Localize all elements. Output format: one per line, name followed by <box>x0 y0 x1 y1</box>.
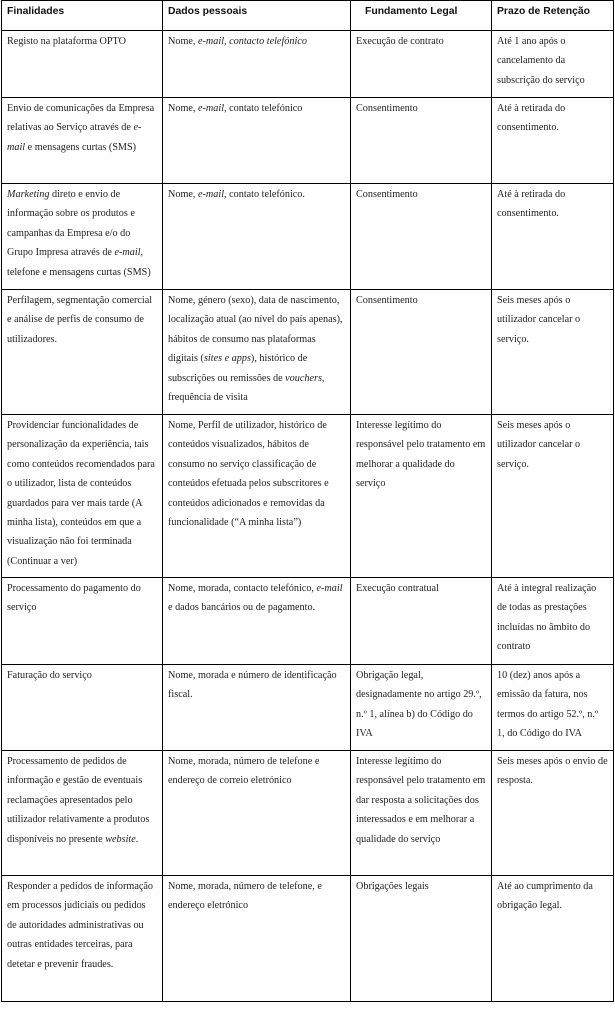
table-row <box>2 415 614 578</box>
cell-dados: Nome, Perfil de utilizador, histórico de conteúdos visualizados, hábitos de consumo no serviço classificação de conteúdos efetuada pelos subscritores e conteúdos adicionados e removidas da funcionalidade (“A minha lista”) <box>163 415 351 578</box>
cell-finalidade: Responder a pedidos de informação em processos judiciais ou pedidos de autoridades administrativas ou outras entidades terceiras, para detetar e prevenir fraudes. <box>2 876 163 1002</box>
cell-finalidade: Processamento de pedidos de informação e gestão de eventuais reclamações apresentados pelo utilizador relativamente a produtos disponíveis no presente website. <box>2 751 163 876</box>
cell-prazo: Seis meses após o utilizador cancelar o serviço. <box>492 415 614 578</box>
cell-dados: Nome, morada, contacto telefónico, e-mail e dados bancários ou de pagamento. <box>163 578 351 665</box>
table-row <box>2 98 614 184</box>
cell-prazo: Até à retirada do consentimento. <box>492 98 614 184</box>
cell-fundamento: Execução de contrato <box>351 31 492 98</box>
cell-prazo: Até ao cumprimento da obrigação legal. <box>492 876 614 1002</box>
cell-prazo: Até à integral realização de todas as prestações incluídas no âmbito do contrato <box>492 578 614 665</box>
table-row <box>2 184 614 290</box>
table-header-row <box>2 1 614 31</box>
cell-fundamento: Execução contratual <box>351 578 492 665</box>
cell-prazo: 10 (dez) anos após a emissão da fatura, nos termos do artigo 52.º, n.º 1, do Código do IVA <box>492 665 614 751</box>
cell-dados: Nome, morada, número de telefone e endereço de correio eletrónico <box>163 751 351 876</box>
cell-prazo: Até à retirada do consentimento. <box>492 184 614 290</box>
cell-finalidade: Faturação do serviço <box>2 665 163 751</box>
cell-fundamento: Obrigações legais <box>351 876 492 1002</box>
table-row <box>2 31 614 98</box>
cell-finalidade: Perfilagem, segmentação comercial e análise de perfis de consumo de utilizadores. <box>2 290 163 415</box>
cell-dados: Nome, morada, número de telefone, e endereço eletrónico <box>163 876 351 1002</box>
header-finalidades: Finalidades <box>2 1 163 31</box>
cell-fundamento: Interesse legítimo do responsável pelo tratamento em dar resposta a solicitações dos interessados e em melhorar a qualidade do serviço <box>351 751 492 876</box>
table-row <box>2 665 614 751</box>
cell-prazo: Até 1 ano após o cancelamento da subscrição do serviço <box>492 31 614 98</box>
cell-dados: Nome, género (sexo), data de nascimento, localização atual (ao nível do país apenas), hábitos de consumo nas plataformas digitais (sites e apps), histórico de subscrições ou remissões de vouchers, frequência de visita <box>163 290 351 415</box>
cell-prazo: Seis meses após o utilizador cancelar o serviço. <box>492 290 614 415</box>
table-row <box>2 578 614 665</box>
cell-finalidade: Providenciar funcionalidades de personalização da experiência, tais como conteúdos recomendados para o utilizador, lista de conteúdos guardados para ver mais tarde (A minha lista), conteúdos em que a visualização não foi terminada (Continuar a ver) <box>2 415 163 578</box>
cell-finalidade: Envio de comunicações da Empresa relativas ao Serviço através de e-mail e mensagens curtas (SMS) <box>2 98 163 184</box>
header-fundamento-legal: Fundamento Legal <box>351 1 492 31</box>
cell-finalidade: Marketing direto e envio de informação sobre os produtos e campanhas da Empresa e/o do Grupo Impresa através de e-mail, telefone e mensagens curtas (SMS) <box>2 184 163 290</box>
cell-finalidade: Processamento do pagamento do serviço <box>2 578 163 665</box>
table-row <box>2 751 614 876</box>
cell-prazo: Seis meses após o envio de resposta. <box>492 751 614 876</box>
cell-dados: Nome, e-mail, contacto telefónico <box>163 31 351 98</box>
table-row <box>2 876 614 1002</box>
data-retention-table <box>1 0 614 1002</box>
cell-fundamento: Interesse legítimo do responsável pelo tratamento em melhorar a qualidade do serviço <box>351 415 492 578</box>
header-dados-pessoais: Dados pessoais <box>163 1 351 31</box>
cell-dados: Nome, e-mail, contato telefónico <box>163 98 351 184</box>
table-row <box>2 290 614 415</box>
cell-fundamento: Obrigação legal, designadamente no artigo 29.º, n.º 1, alínea b) do Código do IVA <box>351 665 492 751</box>
cell-fundamento: Consentimento <box>351 184 492 290</box>
cell-dados: Nome, e-mail, contato telefónico. <box>163 184 351 290</box>
cell-fundamento: Consentimento <box>351 290 492 415</box>
header-prazo-retencao: Prazo de Retenção <box>492 1 614 31</box>
cell-dados: Nome, morada e número de identificação fiscal. <box>163 665 351 751</box>
cell-fundamento: Consentimento <box>351 98 492 184</box>
cell-finalidade: Registo na plataforma OPTO <box>2 31 163 98</box>
